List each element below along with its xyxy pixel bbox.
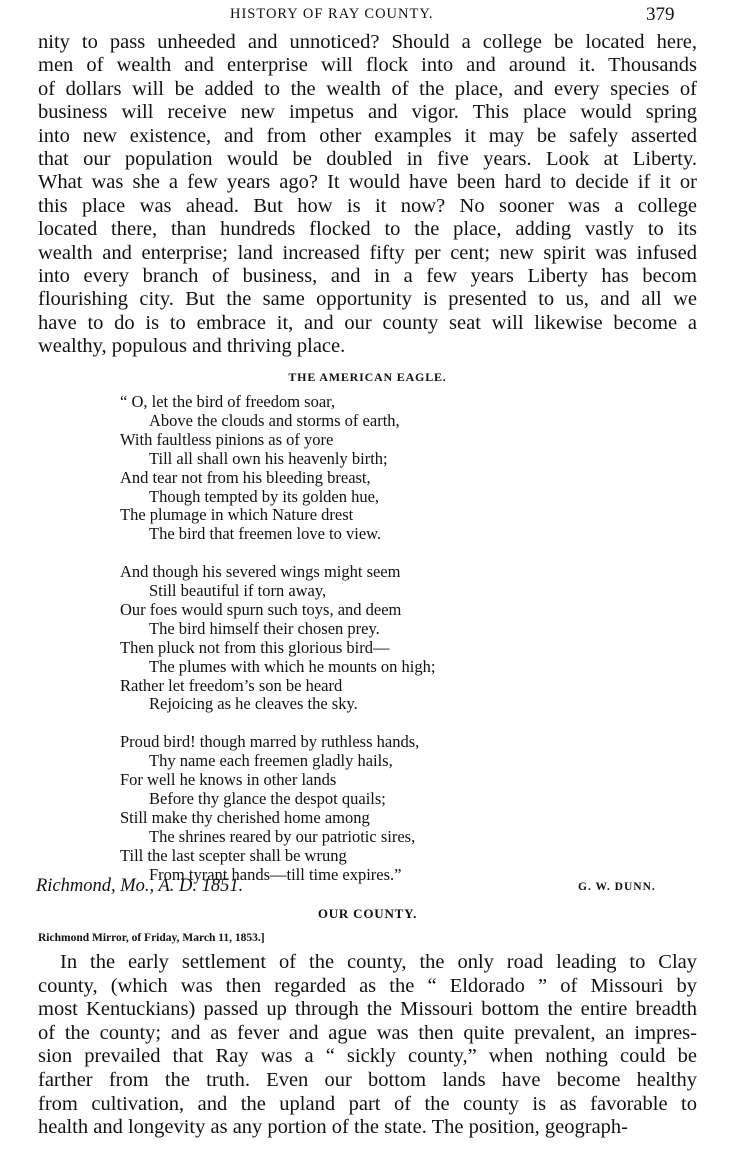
poem-line: From tyrant hands—till time expires.” [149,864,402,884]
text-line: that our population would be doubled in five years. Look at Liberty. [38,148,697,171]
poem-line: For well he knows in other lands [120,770,337,790]
source-citation: Richmond Mirror, of Friday, March 11, 1853.] [38,932,265,944]
text-line: men of wealth and enterprise will flock into and around it. Thousands [38,54,697,77]
poem-line: Till all shall own his heavenly birth; [149,448,388,468]
stanza-break [120,544,435,563]
text-line: health and longevity as any portion of the state. The position, geograph- [38,1116,628,1139]
text-line: of the county; and as fever and ague was then quite prevalent, an impres- [38,1021,697,1044]
page-number: 379 [646,4,675,25]
text-line: sion prevailed that Ray was a “ sickly county,” when nothing could be [38,1045,697,1068]
poem-line: The bird that freemen love to view. [149,524,382,544]
poem-title: THE AMERICAN EAGLE. [288,370,447,384]
text-line: this place was ahead. But how is it now? No sooner was a college [38,194,697,217]
poem-line: Proud bird! though marred by ruthless hands, [120,732,420,752]
body-paragraph-2 [38,951,697,1140]
text-line: flourishing city. But the same opportunity is presented to us, and all we [38,288,697,311]
running-head [0,4,735,28]
poem-line: The plumage in which Nature drest [120,505,354,525]
text-line: farther from the truth. Even our bottom lands have become healthy [38,1068,697,1091]
poem-line: Then pluck not from this glorious bird— [120,637,390,657]
running-head-title: HISTORY OF RAY COUNTY. [230,6,434,22]
poem-line: And tear not from his bleeding breast, [120,467,371,487]
poem-author: G. W. DUNN. [578,881,656,893]
text-line: nity to pass unheeded and unnoticed? Should a college be located here, [38,31,697,53]
poem-line: The shrines reared by our patriotic sires, [149,826,416,846]
poem-line: Till the last scepter shall be wrung [120,845,347,865]
text-line: of dollars will be added to the wealth of the place, and every species of [38,77,697,100]
poem-line: With faultless pinions as of yore [120,429,334,449]
text-line: from cultivation, and the upland part of the county is as favorable to [38,1092,697,1115]
poem-line: The plumes with which he mounts on high; [149,656,436,676]
poem-line: Our foes would spurn such toys, and deem [120,599,402,619]
poem [120,393,435,885]
poem-line: Still make thy cherished home among [120,807,370,827]
stanza-break [120,714,435,733]
text-line: What was she a few years ago? It would have been hard to decide if it or [38,171,697,194]
section-title-our-county: OUR COUNTY. [317,906,418,921]
text-line: county, (which was then regarded as the “ Eldorado ” of Missouri by [38,974,697,997]
text-line: into every branch of business, and in a few years Liberty has becom [38,265,697,288]
body-paragraph-1 [38,31,697,359]
poem-line: Still beautiful if torn away, [149,581,327,601]
poem-line: Before thy glance the despot quails; [149,789,386,808]
poem-line: Rather let freedom’s son be heard [120,675,343,695]
poem-line: Thy name each freemen gladly hails, [149,751,393,771]
text-line: have to do is to embrace it, and our county seat will likewise become a [38,311,697,334]
text-line: In the early settlement of the county, the only road leading to Clay [60,951,697,973]
poem-line: Rejoicing as he cleaves the sky. [149,694,358,714]
text-line: into new existence, and from other examples it may be safely asserted [38,124,697,147]
text-line: wealthy, populous and thriving place. [38,335,346,358]
poem-line: Above the clouds and storms of earth, [149,410,400,430]
text-line: wealth and enterprise; land increased fifty per cent; new spirit was infused [38,241,697,264]
text-line: business will receive new impetus and vigor. This place would spring [38,101,697,124]
text-line: most Kentuckians) passed up through the Missouri bottom the entire breadth [38,998,697,1021]
text-line: located there, than hundreds flocked to the place, adding vastly to its [38,218,697,241]
poem-line: Though tempted by its golden hue, [149,486,380,506]
poem-line: The bird himself their chosen prey. [149,618,380,638]
poem-place-date: Richmond, Mo., A. D. 1851. [36,876,244,896]
poem-line: And though his severed wings might seem [120,562,401,582]
poem-line: “ O, let the bird of freedom soar, [120,392,336,411]
